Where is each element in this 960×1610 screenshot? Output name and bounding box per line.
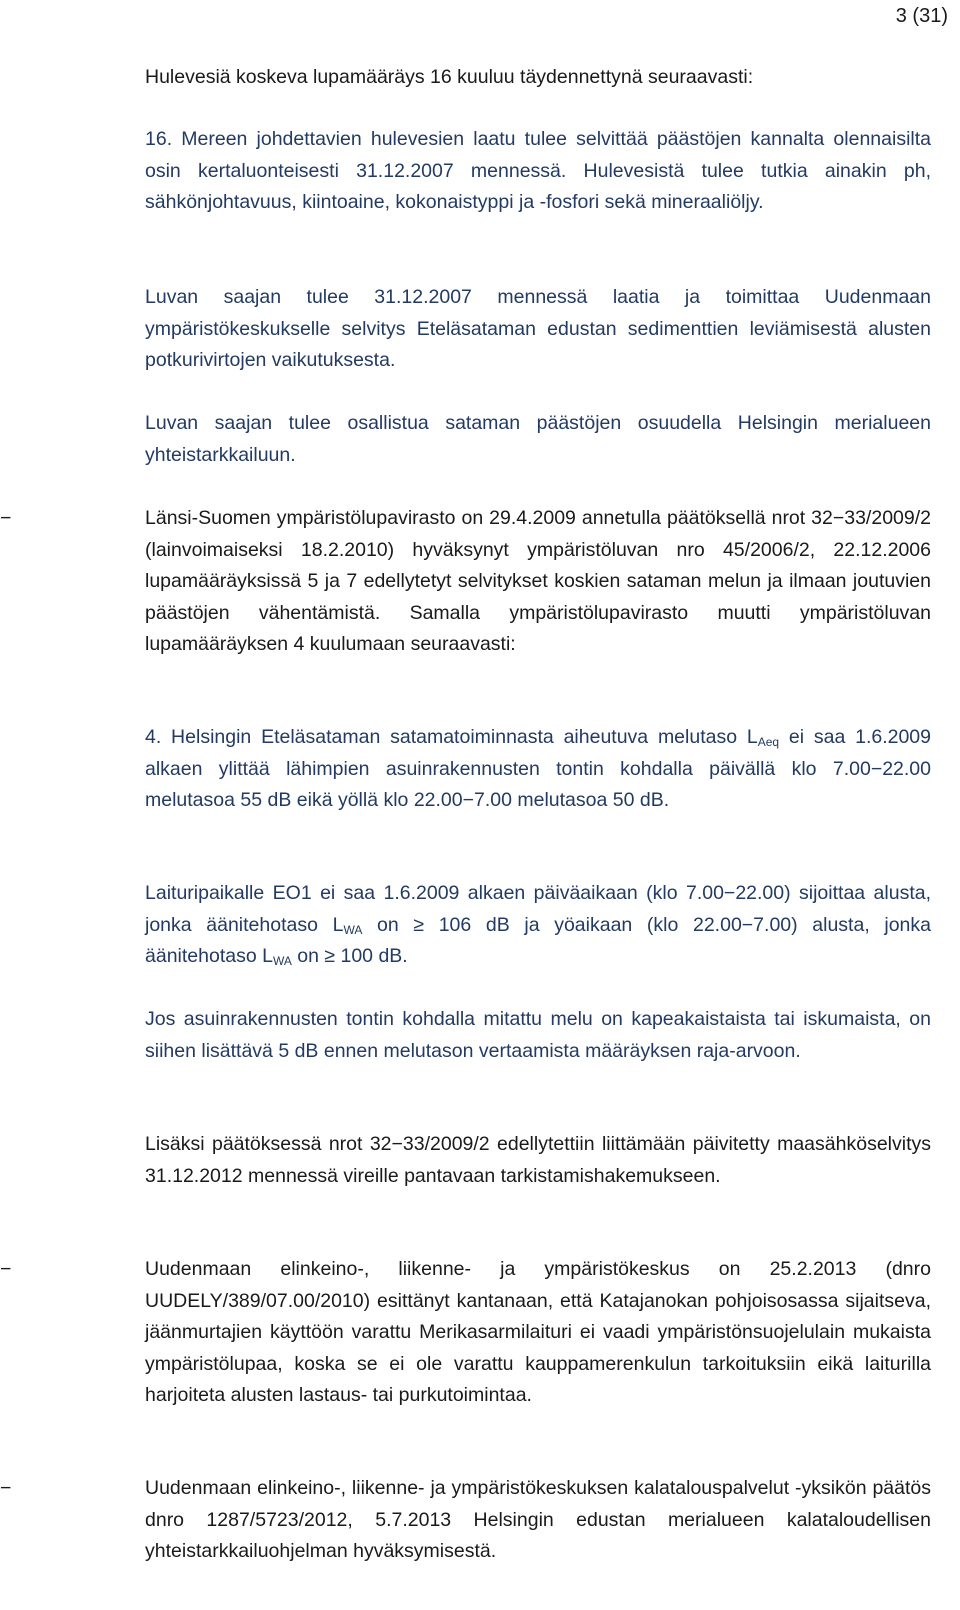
page-number: 3 (31) [895,5,948,27]
intro-paragraph: Hulevesiä koskeva lupamääräys 16 kuuluu täydennettynä seuraavasti: [145,66,754,88]
sediment-report-paragraph: Luvan saajan tulee 31.12.2007 mennessä laatia ja toimittaa Uudenmaan ympäristökeskukselle selvitys Eteläsataman edustan sedimenttien leviämisestä alusten potkurivirtojen vaikutuksesta. [145,286,931,372]
berth-eo1-text-b: on ≥ 106 dB ja yöaikaan (klo 22.00−7.00) alusta, jonka äänitehotaso L [145,913,931,968]
bullet-dash: − [0,1258,12,1280]
impulsive-noise-paragraph: Jos asuinrakennusten tontin kohdalla mitattu melu on kapeakaistaista tai iskumaista, on siihen lisättävä 5 dB ennen melutason vertaamista määräyksen raja-arvoon. [145,1008,931,1062]
laeq-subscript: Aeq [757,735,780,749]
shore-power-paragraph: Lisäksi päätöksessä nrot 32−33/2009/2 edellytettiin liittämään päivitetty maasähköselvitys 31.12.2012 mennessä vireille pantavaan tarkistamishakemukseen. [145,1133,931,1187]
berth-eo1-text-c: on ≥ 100 dB. [291,945,408,968]
bullet-dash: − [0,1477,12,1499]
lwa-subscript-1: WA [343,922,363,937]
lwa-subscript-2: WA [272,954,292,969]
berth-eo1-paragraph [145,878,931,973]
fisheries-decision-paragraph: Uudenmaan elinkeino-, liikenne- ja ympäristökeskuksen kalatalouspalvelut -yksikön päätös dnro 1287/5723/2012, 5.7.2013 Helsingin edustan merialueen kalataloudellisen yhteistarkkailuohjelman hyväksymisestä. [145,1477,931,1563]
bullet-dash: − [0,507,12,529]
regulation-4-text-end: ei saa 1.6.2009 alkaen ylittää lähimpien asuinrakennusten tontin kohdalla päivällä klo 7.00−22.00 melutasoa 55 dB eikä yöllä klo 22.00−7.00 melutasoa 50 dB. [145,726,931,812]
regulation-4-paragraph [145,722,931,817]
regulation-4-text-start: 4. Helsingin Eteläsataman satamatoiminnasta aiheutuva melutaso L [145,726,758,748]
monitoring-paragraph: Luvan saajan tulee osallistua sataman päästöjen osuudella Helsingin merialueen yhteistarkkailuun. [145,412,931,466]
berth-eo1-text-a: Laituripaikalle EO1 ei saa 1.6.2009 alkaen päiväaikaan (klo 7.00−22.00) sijoittaa alusta, jonka äänitehotaso L [145,882,931,936]
uudely-statement-paragraph: Uudenmaan elinkeino-, liikenne- ja ympäristökeskus on 25.2.2013 (dnro UUDELY/389/07.00/2010) esittänyt kantanaan, että Katajanokan pohjoisosassa sijaitseva, jäänmurtajien käyttöön varattu Merikasarmilaituri ei vaadi ympäristönsuojelulain mukaista ympäristölupaa, koska se ei ole varattu kauppamerenkulun tarkoituksiin eikä laiturilla harjoiteta alusten lastaus- tai purkutoimintaa. [145,1258,931,1407]
lansi-suomen-paragraph: Länsi-Suomen ympäristölupavirasto on 29.4.2009 annetulla päätöksellä nrot 32−33/2009/2 (lainvoimaiseksi 18.2.2010) hyväksynyt ympäristöluvan nro 45/2006/2, 22.12.2006 lupamääräyksissä 5 ja 7 edellytetyt selvitykset koskien sataman melun ja ilmaan joutuvien päästöjen vähentämistä. Samalla ympäristölupavirasto muutti ympäristöluvan lupamääräyksen 4 kuulumaan seuraavasti: [145,507,931,656]
regulation-16-paragraph: 16. Mereen johdettavien hulevesien laatu tulee selvittää päästöjen kannalta olennaisilta osin kertaluonteisesti 31.12.2007 mennessä. Hulevesistä tulee tutkia ainakin ph, sähkönjohtavuus, kiintoaine, kokonaistyppi ja -fosfori sekä mineraaliöljy. [145,128,931,214]
